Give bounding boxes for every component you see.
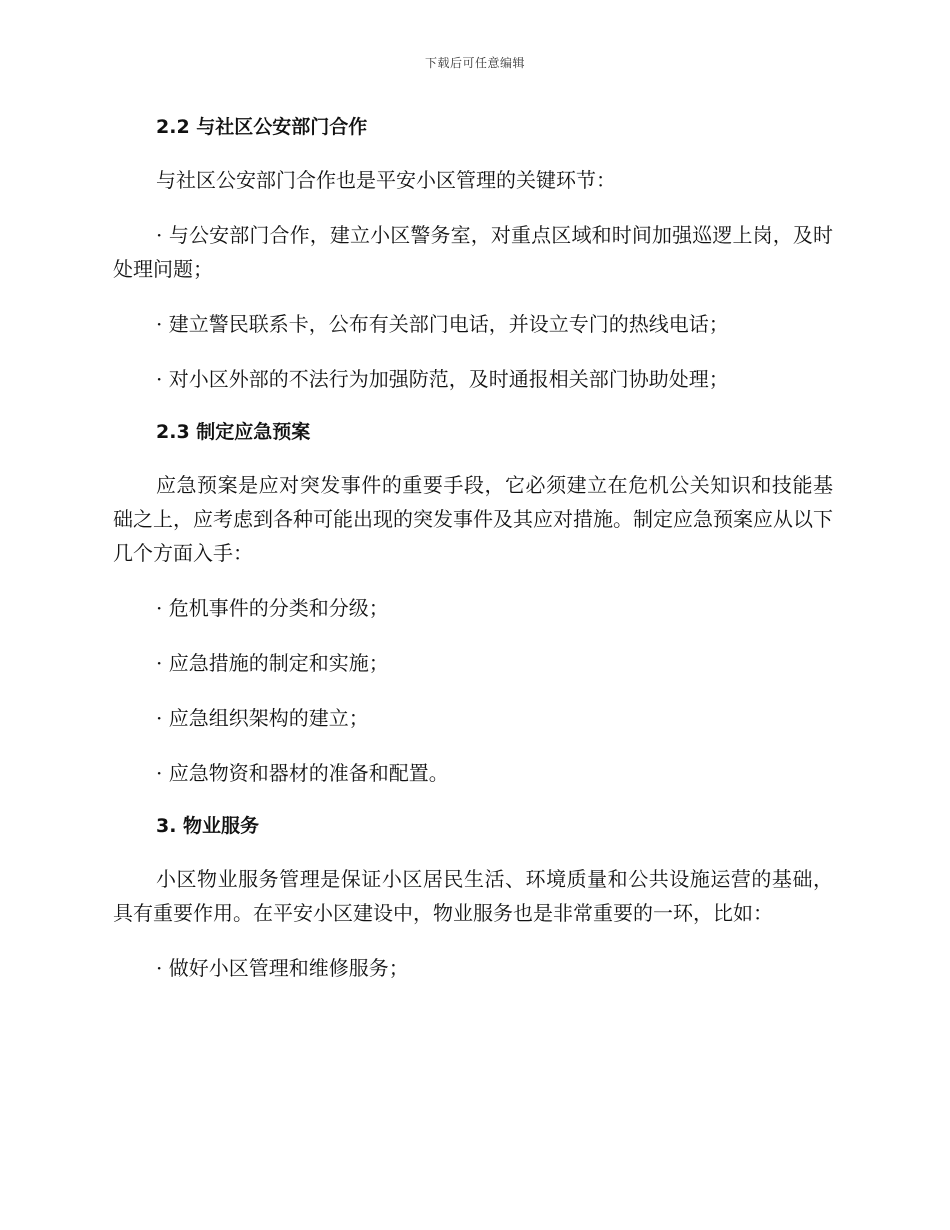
section-heading-2-3: 2.3 制定应急预案 — [156, 421, 311, 443]
list-item: · 与公安部门合作，建立小区警务室，对重点区域和时间加强巡逻上岗，及时处理问题； — [113, 223, 833, 281]
list-item: · 应急措施的制定和实施； — [156, 651, 389, 675]
page-header: 下载后可任意编辑 — [424, 56, 525, 70]
section-heading-3: 3. 物业服务 — [156, 815, 260, 837]
section-2-3-intro: 应急预案是应对突发事件的重要手段，它必须建立在危机公关知识和技能基础之上，应考虑到各种可能出现的突发事件及其应对措施。制定应急预案应从以下几个方面入手： — [113, 473, 833, 565]
section-heading-2-2: 2.2 与社区公安部门合作 — [156, 116, 368, 138]
list-item: · 危机事件的分类和分级； — [156, 596, 389, 620]
document-body — [113, 110, 833, 985]
list-item: · 对小区外部的不法行为加强防范，及时通报相关部门协助处理； — [156, 367, 729, 391]
list-item: · 做好小区管理和维修服务； — [156, 956, 409, 980]
list-item: · 应急物资和器材的准备和配置。 — [156, 761, 449, 785]
list-item: · 建立警民联系卡，公布有关部门电话，并设立专门的热线电话； — [156, 312, 729, 336]
section-3-intro: 小区物业服务管理是保证小区居民生活、环境质量和公共设施运营的基础，具有重要作用。在平安小区建设中，物业服务也是非常重要的一环，比如： — [113, 867, 833, 925]
section-2-2-intro: 与社区公安部门合作也是平安小区管理的关键环节： — [156, 168, 616, 192]
list-item: · 应急组织架构的建立； — [156, 706, 369, 730]
